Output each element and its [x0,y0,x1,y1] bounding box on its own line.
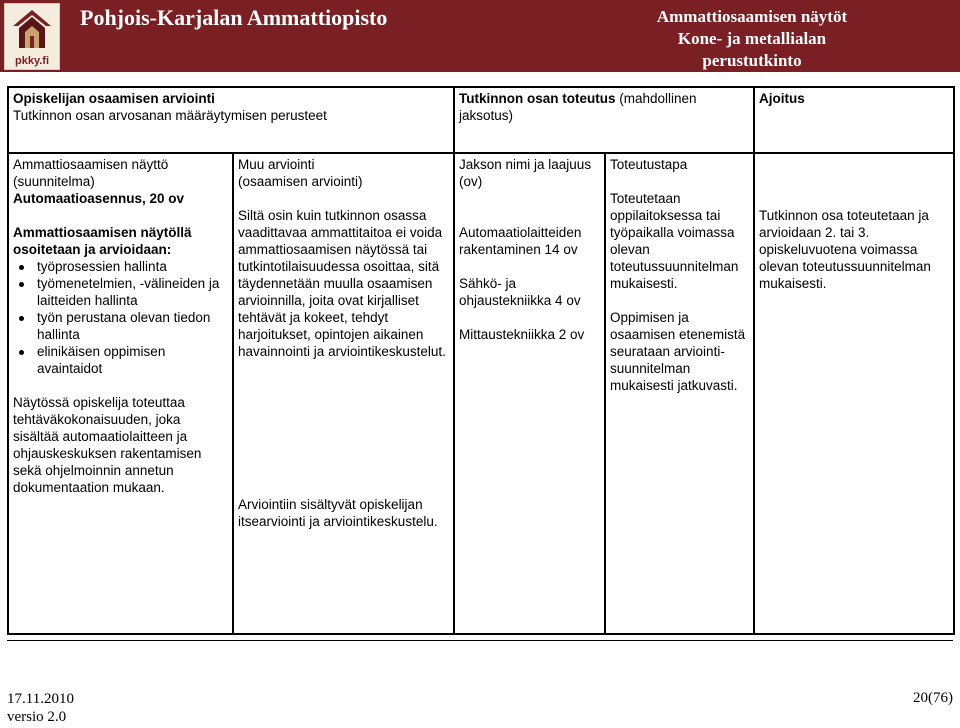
footer-divider [7,640,953,641]
period-item: Sähkö- ja ohjaustekniikka 4 ov [459,276,581,308]
footer-version: versio 2.0 [7,709,67,725]
doc-title-line: perustutkinto [702,51,802,70]
logo-emblem-icon [5,4,59,54]
header-timing-title: Ajoitus [759,91,805,106]
period-item: Mittaustekniikka 2 ov [459,327,585,342]
header-implementation-title: Tutkinnon osan toteutus [459,91,616,106]
table-body-row [8,153,954,634]
footer-date-version [7,690,74,726]
document-title [642,6,862,72]
period-title: Jakson nimi ja laajuus (ov) [459,157,592,189]
footer-page-number: 20(76) [913,690,953,706]
cell-other-assessment [233,153,454,634]
list-item: työprosessien hallinta [37,258,228,275]
other-assessment-bottom: Arviointiin sisältyvät opiskelijan itsearviointi ja arviointikeskustelu. [238,497,438,529]
page-header [0,0,960,72]
assessment-table [7,86,955,635]
method-paragraph: Toteutetaan oppilaitoksessa tai työpaikalla voimassa olevan toteutussuunnitelman mukaisesti. [610,191,739,291]
table-header-row [8,87,954,153]
other-assessment-body: Siltä osin kuin tutkinnon osassa vaadittavaa ammattitaitoa ei voida ammattiosaamisen näytössä tai tutkintotilaisuudessa osoittaa, sitä täydennetään muulla osaamisen arvioinnilla, joita ovat kirjalliset tehtävät ja kokeet, tehdyt harjoitukset, opintojen aikainen havainnointi ja arviointikeskustelut. [238,208,446,359]
list-item: elinikäisen oppimisen avaintaidot [37,343,228,377]
header-implementation-note: (mahdollinen jaksotus) [459,91,697,123]
other-assessment-title: Muu arviointi [238,157,315,172]
footer-date: 17.11.2010 [7,691,74,707]
skills-demo-title: Ammattiosaamisen näyttö [13,157,169,172]
list-item: työmenetelmien, -välineiden ja laitteiden hallinta [37,275,228,309]
skills-demo-subtitle: (suunnitelma) [13,174,95,189]
header-assessment-title: Opiskelijan osaamisen arviointi [13,91,215,106]
cell-period [454,153,605,634]
header-assessment-subtitle: Tutkinnon osan arvosanan määräytymisen perusteet [13,108,327,123]
cell-timing [754,153,954,634]
doc-title-line: Ammattiosaamisen näytöt [656,7,848,26]
demo-paragraph: Näytössä opiskelija toteuttaa tehtäväkokonaisuuden, joka sisältää automaatiolaitteen ja ohjauskeskuksen rakentamisen sekä ohjelmoinnin annetun dokumentaation mukaan. [13,395,202,495]
criteria-list [13,258,228,377]
demo-subject: Automaatioasennus, 20 ov [13,191,185,206]
organization-name: Pohjois-Karjalan Ammattiopisto [80,5,388,30]
method-title: Toteutustapa [610,157,688,172]
doc-title-line: Kone- ja metallialan [677,29,827,48]
cell-skills-demo [8,153,233,634]
list-item: työn perustana olevan tiedon hallinta [37,309,228,343]
logo-text: pkky.fi [14,55,50,67]
timing-body: Tutkinnon osa toteutetaan ja arvioidaan 2. tai 3. opiskeluvuotena voimassa olevan toteutussuunnitelman mukaisesti. [759,208,931,291]
other-assessment-subtitle: (osaamisen arviointi) [238,174,363,189]
header-timing [754,87,954,153]
period-item: Automaatiolaitteiden rakentaminen 14 ov [459,225,582,257]
demo-lead: Ammattiosaamisen näytöllä osoitetaan ja arvioidaan: [13,225,192,257]
pkky-logo [4,3,60,70]
header-implementation [454,87,754,153]
method-paragraph: Oppimisen ja osaamisen etenemistä seurataan arviointi-suunnitelman mukaisesti jatkuvasti. [610,310,746,393]
cell-method [605,153,754,634]
header-assessment [8,87,454,153]
